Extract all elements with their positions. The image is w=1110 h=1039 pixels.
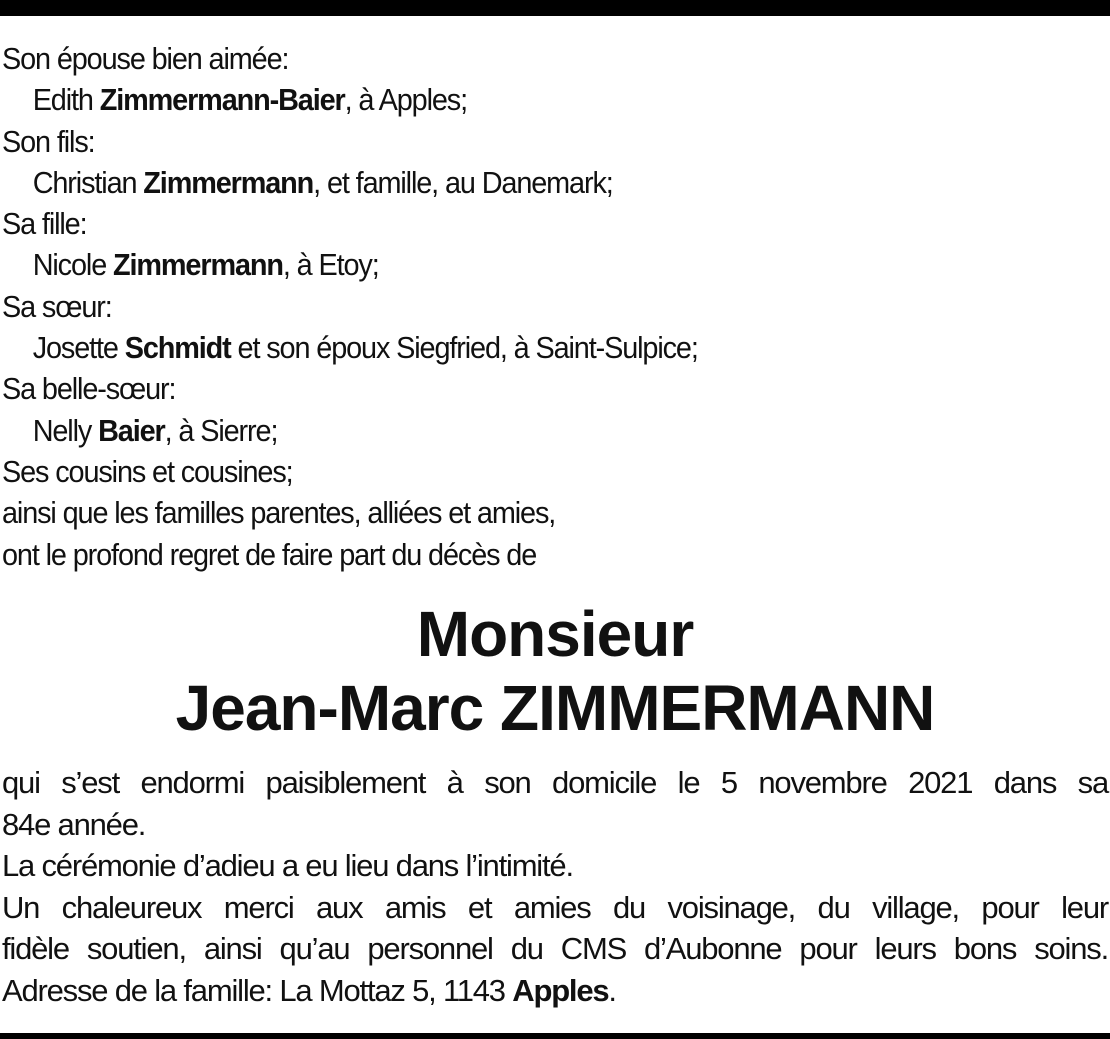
top-rule bbox=[0, 0, 1110, 16]
relation-label: Son épouse bien aimée: bbox=[2, 41, 289, 76]
member-first-name: Edith bbox=[32, 82, 100, 118]
relation-label: Sa sœur: bbox=[2, 288, 112, 324]
member-surname: Zimmermann-Baier bbox=[99, 82, 345, 118]
address-street: Adresse de la famille: La Mottaz 5, 1143 bbox=[2, 972, 513, 1008]
member-location: , et famille, au Danemark; bbox=[313, 164, 613, 200]
relation-label: Sa fille: bbox=[2, 206, 87, 242]
cousins-line: Ses cousins et cousines; bbox=[2, 453, 293, 489]
family-member bbox=[2, 327, 1031, 368]
family-member bbox=[2, 244, 1031, 285]
member-surname: Zimmermann bbox=[143, 164, 314, 200]
bottom-rule bbox=[0, 1033, 1110, 1039]
member-location: , à Sierre; bbox=[164, 412, 278, 448]
thanks-line: fidèle soutien, ainsi qu’au personnel du CMS d’Aubonne pour leurs bons soins. bbox=[2, 931, 1108, 966]
family-member bbox=[2, 410, 1031, 451]
closing-text bbox=[2, 762, 1108, 1011]
deceased-block bbox=[0, 597, 1110, 745]
member-first-name: Nelly bbox=[32, 412, 99, 448]
member-location: , à Etoy; bbox=[282, 247, 379, 283]
deceased-title: Monsieur bbox=[416, 598, 694, 670]
family-address bbox=[2, 970, 1108, 1012]
member-first-name: Nicole bbox=[32, 247, 114, 283]
families-line: ainsi que les familles parentes, alliées et amies, bbox=[2, 495, 556, 531]
member-location: et son époux Siegfried, à Saint-Sulpice; bbox=[230, 330, 698, 366]
thanks-line: Un chaleureux merci aux amis et amies du voisinage, du village, pour leur bbox=[2, 889, 1108, 925]
deceased-name: Jean-Marc ZIMMERMANN bbox=[175, 672, 935, 744]
member-surname: Baier bbox=[98, 412, 165, 448]
relation-label: Sa belle-sœur: bbox=[2, 371, 176, 407]
address-town: Apples bbox=[512, 972, 609, 1008]
member-surname: Zimmermann bbox=[113, 247, 283, 283]
address-end: . bbox=[608, 972, 616, 1008]
announcement-intro: ont le profond regret de faire part du décès de bbox=[2, 536, 537, 572]
member-surname: Schmidt bbox=[124, 330, 231, 366]
member-first-name: Josette bbox=[32, 330, 125, 366]
family-list bbox=[2, 38, 1031, 575]
family-member bbox=[2, 162, 1031, 203]
ceremony-line: La cérémonie d’adieu a eu lieu dans l’intimité. bbox=[2, 848, 573, 883]
relation-label: Son fils: bbox=[2, 123, 95, 159]
member-first-name: Christian bbox=[32, 164, 144, 200]
death-notice-line: qui s’est endormi paisiblement à son domicile le 5 novembre 2021 dans sa bbox=[2, 765, 1108, 800]
death-notice-line: 84e année. bbox=[2, 806, 146, 842]
member-location: , à Apples; bbox=[344, 82, 467, 118]
family-member bbox=[2, 79, 1031, 120]
